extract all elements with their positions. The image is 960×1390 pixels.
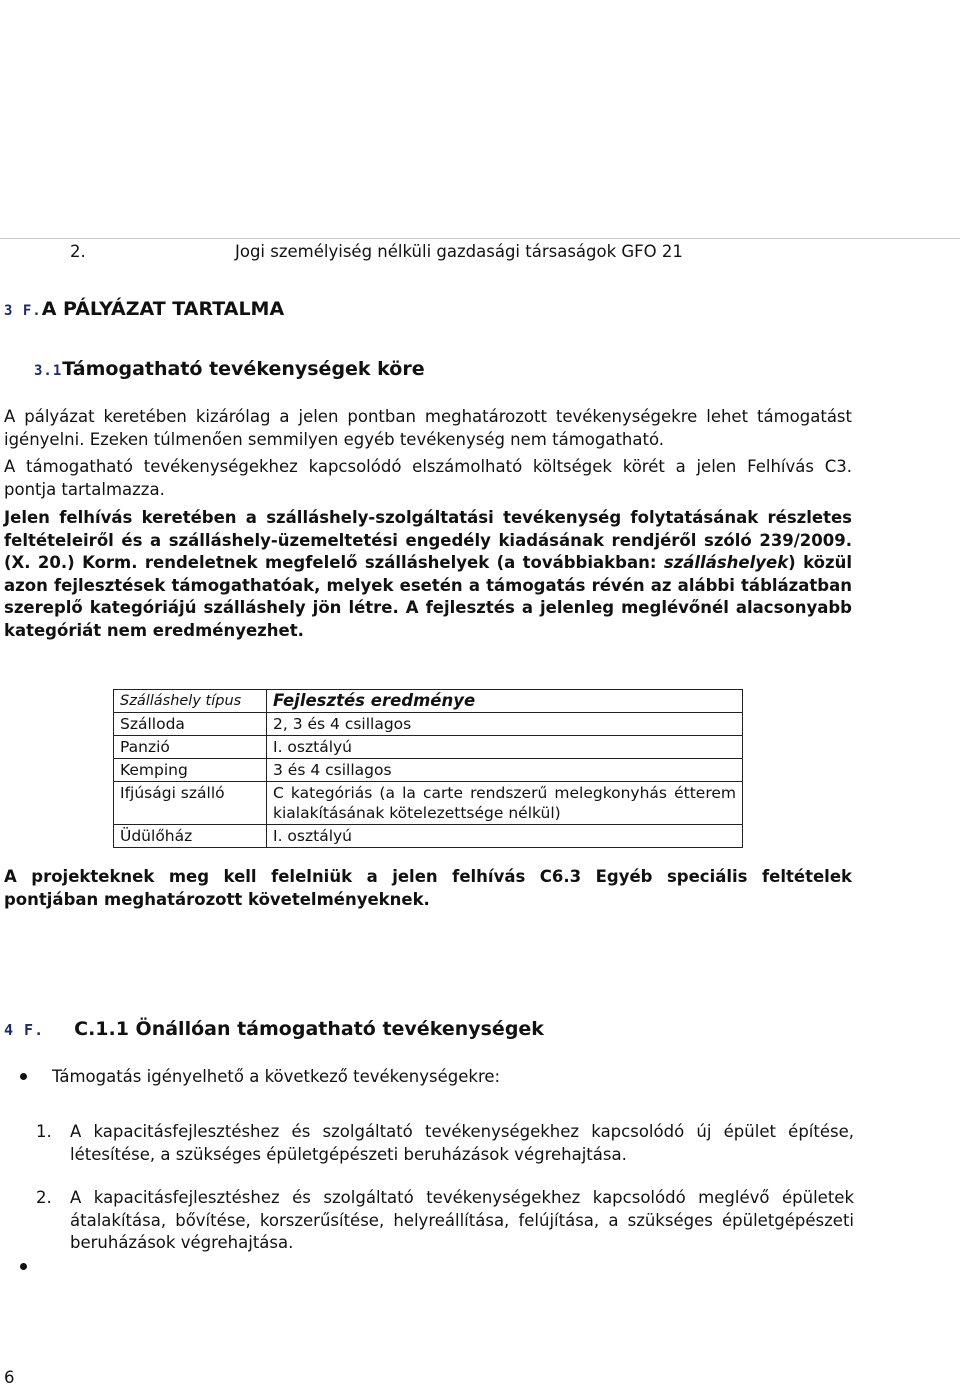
table-header-cell: Szálláshely típus — [114, 690, 267, 713]
table-cell: Panzió — [114, 736, 267, 759]
subsection-marker: 3.1 — [34, 363, 63, 379]
table-cell: Ifjúsági szálló — [114, 782, 267, 825]
section-heading — [4, 298, 284, 320]
section-4-title: C.1.1 Önállóan támogatható tevékenységek — [74, 1018, 544, 1040]
section-4-heading — [4, 1018, 544, 1040]
paragraph-3-emphasis: szálláshelyek — [663, 553, 789, 572]
table-header-cell: Fejlesztés eredménye — [267, 690, 743, 713]
paragraph-3-part-a: Jelen felhívás keretében a szálláshely-szolgáltatási tevékenység folytatásának részletes feltételeiről és a szálláshely-üzemeltetési engedély kiadásának rendjéről szóló 239/2009. (X. 20.) Korm. rendeletnek megfelelő szálláshelyek (a továbbiakban: — [4, 508, 852, 572]
table-cell: Kemping — [114, 759, 267, 782]
header-number: 2. — [70, 242, 86, 261]
section-title: A PÁLYÁZAT TARTALMA — [41, 298, 285, 320]
paragraph-2: A támogatható tevékenységekhez kapcsolódó elszámolható költségek körét a jelen Felhívás C3. pontja tartalmazza. — [4, 457, 852, 499]
table-cell: I. osztályú — [267, 736, 743, 759]
page-number: 6 — [4, 1368, 15, 1387]
bullet-icon — [20, 1073, 27, 1080]
list-item-number: 2. — [36, 1188, 52, 1207]
table-cell: Üdülőház — [114, 825, 267, 848]
paragraph-3 — [4, 507, 852, 642]
header-rule — [0, 238, 960, 239]
bullet-text: Támogatás igényelhető a következő tevékenységekre: — [52, 1067, 501, 1086]
list-item-text: A kapacitásfejlesztéshez és szolgáltató tevékenységekhez kapcsolódó meglévő épületek átalakítása, bővítése, korszerűsítése, helyreállítása, felújítása, a szükséges épületgépészeti beruházások végrehajtása. — [70, 1188, 854, 1252]
list-item — [36, 1121, 854, 1166]
list-item — [36, 1187, 854, 1255]
table-row — [114, 736, 743, 759]
table-cell: Szálloda — [114, 713, 267, 736]
subsection-heading — [34, 358, 425, 380]
table-row — [114, 759, 743, 782]
table-cell: 2, 3 és 4 csillagos — [267, 713, 743, 736]
table-cell: C kategóriás (a la carte rendszerű melegkonyhás étterem kialakításának kötelezettsége nélkül) — [267, 782, 743, 825]
list-item-text: A kapacitásfejlesztéshez és szolgáltató tevékenységekhez kapcsolódó új épület építése, létesítése, a szükséges épületgépészeti beruházások végrehajtása. — [70, 1122, 854, 1164]
list-item-number: 1. — [36, 1122, 52, 1141]
header-title: Jogi személyiség nélküli gazdasági társaságok GFO 21 — [235, 242, 683, 261]
table-header-row — [114, 690, 743, 713]
paragraph-4: A projekteknek meg kell felelniük a jelen felhívás C6.3 Egyéb speciális feltételek pontjában meghatározott követelményeknek. — [4, 867, 852, 909]
bullet-icon — [20, 1263, 27, 1270]
table-row — [114, 825, 743, 848]
table-row — [114, 713, 743, 736]
paragraph-3-part-b: ) közül azon fejlesztések támogathatóak, melyek esetén a támogatás révén az alábbi táblázatban szereplő kategóriájú szálláshely jön létre. A fejlesztés a jelenleg meglévőnél alacsonyabb kategóriát nem eredményezhet. — [4, 553, 852, 640]
table-cell: 3 és 4 csillagos — [267, 759, 743, 782]
table-cell: I. osztályú — [267, 825, 743, 848]
paragraph-1: A pályázat keretében kizárólag a jelen pontban meghatározott tevékenységekre lehet támogatást igényelni. Ezeken túlmenően semmilyen egyéb tevékenység nem támogatható. — [4, 407, 852, 449]
accommodation-table — [113, 689, 743, 848]
subsection-title: Támogatható tevékenységek köre — [62, 358, 425, 380]
table-row — [114, 782, 743, 825]
section-marker: 3 F. — [4, 303, 42, 319]
section-4-marker: 4 F. — [4, 1021, 45, 1039]
